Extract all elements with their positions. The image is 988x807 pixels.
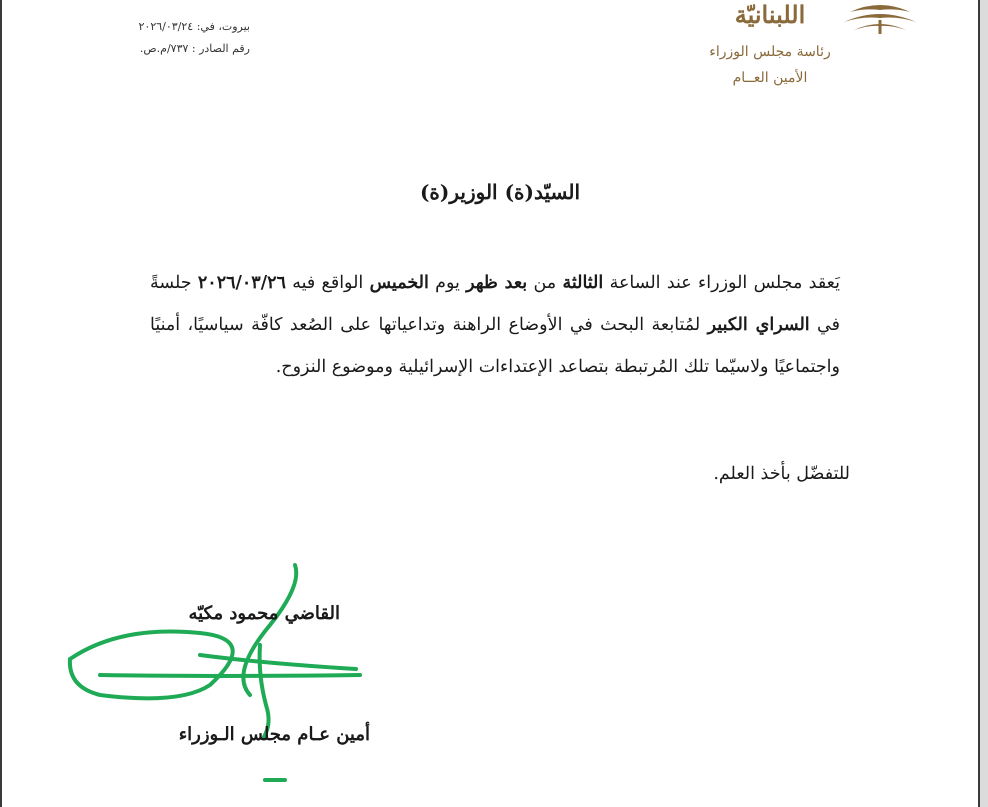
body-text-segment: من bbox=[527, 273, 563, 293]
letterhead-country-script: اللبنانيّة bbox=[734, 0, 806, 29]
closing-line: للتفضّل بأخذ العلم. bbox=[713, 464, 850, 484]
meeting-hour: الثالثة bbox=[562, 273, 604, 293]
handwritten-signature bbox=[60, 555, 370, 795]
date-line: بيروت، في: ٢٠٢٦/٠٣/٢٤ bbox=[138, 20, 250, 33]
meeting-period: بعد ظهر bbox=[466, 273, 528, 293]
salutation: السيّد(ة) الوزير(ة) bbox=[419, 180, 581, 204]
reference-number-line: رقم الصادر : ٧٣٧/م.ص. bbox=[139, 42, 250, 55]
letterhead bbox=[690, 0, 940, 100]
meeting-date: ٢٠٢٦/٠٣/٢٦ bbox=[197, 273, 286, 293]
signatory-name: القاضي محمود مكيّه bbox=[188, 603, 340, 624]
body-text-segment: يَعقد مجلس الوزراء عند الساعة bbox=[603, 273, 840, 293]
meeting-place: السراي الكبير bbox=[707, 315, 810, 335]
page-left-border bbox=[0, 0, 2, 807]
reference-block bbox=[80, 16, 250, 60]
body-text-segment: الواقع فيه bbox=[285, 273, 370, 293]
meeting-day: الخميس bbox=[369, 273, 429, 293]
page-right-shadow bbox=[980, 0, 988, 807]
body-text-segment: لمُتابعة البحث في الأوضاع الراهنة وتداعياتها على الصُعد كافّة سياسيًا، أمنيًا واجتماعيًا ولاسيّما تلك المُرتبطة بتصاعد الإعتداءات الإسرائيلية وموضوع النزوح. bbox=[150, 315, 840, 377]
letter-body bbox=[150, 262, 840, 388]
letterhead-secretary-general-line: الأمين العــام bbox=[732, 70, 808, 86]
body-text-segment: يوم bbox=[428, 273, 467, 293]
body-paragraph bbox=[150, 262, 840, 388]
signatory-title: أمين عـام مجلس الـوزراء bbox=[178, 724, 370, 745]
letterhead-presidency-line: رئاسة مجلس الوزراء bbox=[709, 44, 831, 60]
cedar-emblem-icon bbox=[840, 0, 920, 36]
body-text-segment: جلسةً في bbox=[150, 273, 841, 335]
